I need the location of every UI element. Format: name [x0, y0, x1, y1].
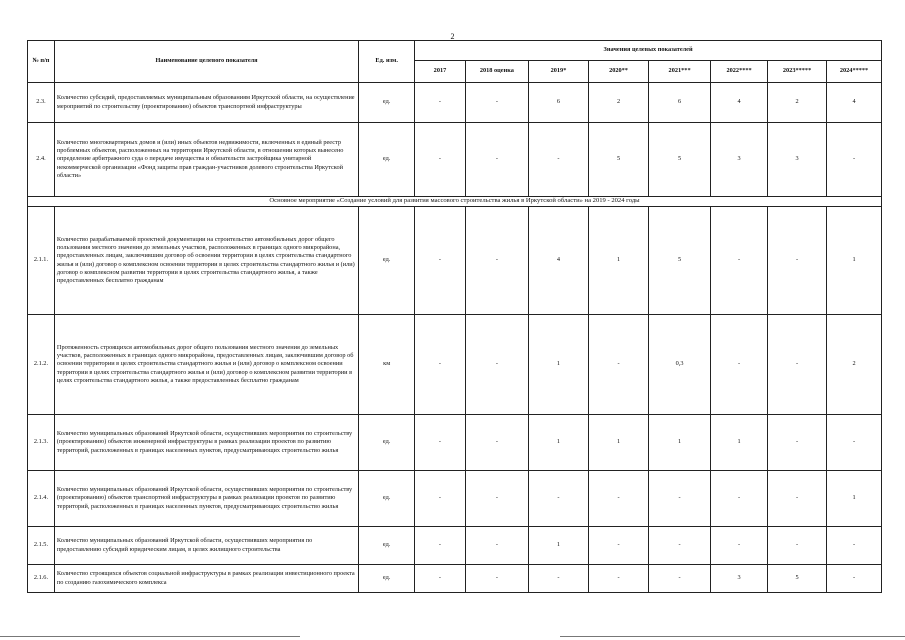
header-year: 2018 оценка: [465, 61, 528, 83]
row-number: 2.4.: [28, 123, 55, 197]
value-cell: 6: [528, 83, 588, 123]
row-number: 2.1.1.: [28, 207, 55, 315]
header-num: № п/п: [28, 41, 55, 83]
table-row: [28, 527, 882, 565]
value-cell: 1: [589, 207, 649, 315]
unit-cell: ед.: [359, 207, 415, 315]
value-cell: -: [768, 315, 827, 415]
header-year: 2019*: [528, 61, 588, 83]
value-cell: 1: [589, 415, 649, 471]
value-cell: -: [711, 527, 768, 565]
indicator-name: Количество многоквартирных домов и (или) иных объектов недвижимости, включенных в единый реестр проблемных объектов, расположенных на территории Иркутской области, в отношении которых вынесено определение арбитражного суда о передаче имущества и обязательств застройщика унитарной некоммерческой организации «Фонд защиты прав граждан-участников долевого строительства Иркутской области»: [54, 123, 358, 197]
value-cell: 5: [649, 123, 711, 197]
scan-artifact-bottom-left: [0, 636, 300, 637]
section-row: [28, 197, 882, 207]
unit-cell: ед.: [359, 471, 415, 527]
value-cell: -: [768, 207, 827, 315]
header-name: Наименование целевого показателя: [54, 41, 358, 83]
value-cell: 1: [827, 471, 882, 527]
unit-cell: ед.: [359, 123, 415, 197]
value-cell: -: [465, 415, 528, 471]
indicator-name: Количество муниципальных образований Иркутской области, осуществивших мероприятия по строительству (проектированию) объектов инженерной инфраструктуры в рамках реализации проектов по развитию территорий, расположенных в границах населенных пунктов, предусматривающих строительство жилья: [54, 415, 358, 471]
unit-cell: ед.: [359, 415, 415, 471]
row-number: 2.1.6.: [28, 565, 55, 593]
value-cell: 2: [768, 83, 827, 123]
header-year: 2023*****: [768, 61, 827, 83]
value-cell: -: [465, 565, 528, 593]
row-number: 2.1.5.: [28, 527, 55, 565]
value-cell: -: [711, 207, 768, 315]
value-cell: -: [415, 123, 466, 197]
value-cell: -: [465, 471, 528, 527]
value-cell: -: [415, 415, 466, 471]
value-cell: -: [465, 527, 528, 565]
table-row: [28, 123, 882, 197]
value-cell: 2: [589, 83, 649, 123]
indicator-name: Количество субсидий, предоставляемых муниципальным образованиям Иркутской области, на осуществление мероприятий по строительству (проектированию) объектов транспортной инфраструктуры: [54, 83, 358, 123]
header-year: 2022****: [711, 61, 768, 83]
section-title: Основное мероприятие «Создание условий для развития массового строительства жилья в Иркутской области» на 2019 - 2024 годы: [28, 197, 882, 207]
target-indicators-table: [27, 40, 882, 593]
header-year: 2017: [415, 61, 466, 83]
value-cell: 3: [768, 123, 827, 197]
value-cell: 4: [528, 207, 588, 315]
value-cell: -: [649, 471, 711, 527]
header-values-group: Значения целевых показателей: [415, 41, 882, 61]
scan-artifact-bottom-right: [560, 636, 905, 637]
table-row: [28, 415, 882, 471]
value-cell: 4: [711, 83, 768, 123]
table-row: [28, 471, 882, 527]
value-cell: -: [415, 315, 466, 415]
value-cell: -: [711, 315, 768, 415]
indicator-name: Протяженность строящихся автомобильных дорог общего пользования местного значения до земельных участков, расположенных в границах одного микрорайона, предоставленных лицам, заключившим договор об освоении территории в целях строительства стандартного жилья и (или) договор о комплексном освоении территории в целях строительства стандартного жилья и (или) договор о комплексном развитии территории в целях строительства стандартного жилья, а также предоставленных бесплатно гражданам: [54, 315, 358, 415]
indicator-name: Количество строящихся объектов социальной инфраструктуры в рамках реализации инвестиционного проекта по созданию газохимического комплекса: [54, 565, 358, 593]
value-cell: -: [415, 83, 466, 123]
value-cell: 1: [711, 415, 768, 471]
table-row: [28, 565, 882, 593]
value-cell: -: [711, 471, 768, 527]
row-number: 2.1.3.: [28, 415, 55, 471]
value-cell: 5: [589, 123, 649, 197]
row-number: 2.1.4.: [28, 471, 55, 527]
value-cell: -: [465, 123, 528, 197]
unit-cell: ед.: [359, 565, 415, 593]
value-cell: -: [827, 123, 882, 197]
value-cell: 1: [649, 415, 711, 471]
value-cell: 0,3: [649, 315, 711, 415]
unit-cell: ед.: [359, 83, 415, 123]
table-row: [28, 315, 882, 415]
value-cell: -: [415, 527, 466, 565]
value-cell: -: [649, 565, 711, 593]
row-number: 2.3.: [28, 83, 55, 123]
value-cell: -: [415, 207, 466, 315]
value-cell: -: [827, 415, 882, 471]
header-year: 2020**: [589, 61, 649, 83]
value-cell: 5: [768, 565, 827, 593]
table-row: [28, 207, 882, 315]
value-cell: 2: [827, 315, 882, 415]
value-cell: 3: [711, 565, 768, 593]
indicator-name: Количество муниципальных образований Иркутской области, осуществивших мероприятия по предоставлению субсидий юридическим лицам, в целях жилищного строительства: [54, 527, 358, 565]
value-cell: -: [528, 565, 588, 593]
unit-cell: км: [359, 315, 415, 415]
value-cell: -: [768, 471, 827, 527]
page-number: 2: [450, 32, 455, 41]
row-number: 2.1.2.: [28, 315, 55, 415]
indicator-name: Количество муниципальных образований Иркутской области, осуществивших мероприятия по строительству (проектированию) объектов транспортной инфраструктуры в рамках реализации проектов по развитию территорий, расположенных в границах населенных пунктов, предусматривающих строительство жилья: [54, 471, 358, 527]
value-cell: 3: [711, 123, 768, 197]
value-cell: -: [528, 471, 588, 527]
header-year: 2024*****: [827, 61, 882, 83]
value-cell: -: [827, 565, 882, 593]
value-cell: 5: [649, 207, 711, 315]
value-cell: 4: [827, 83, 882, 123]
value-cell: -: [589, 315, 649, 415]
value-cell: 1: [827, 207, 882, 315]
value-cell: -: [649, 527, 711, 565]
value-cell: -: [465, 315, 528, 415]
value-cell: -: [827, 527, 882, 565]
value-cell: 1: [528, 315, 588, 415]
value-cell: -: [768, 415, 827, 471]
value-cell: -: [415, 471, 466, 527]
value-cell: -: [589, 471, 649, 527]
unit-cell: ед.: [359, 527, 415, 565]
indicator-name: Количество разрабатываемой проектной документации на строительство автомобильных дорог общего пользования местного значения до земельных участков, расположенных в границах одного микрорайона, предоставленных лицам, заключившим договор об освоении территории в целях строительства стандартного жилья и (или) договор о комплексном освоении территории в целях строительства стандартного жилья и (или) договор о комплексном развитии территории в целях строительства стандартного жилья, а также предоставленных бесплатно гражданам: [54, 207, 358, 315]
value-cell: -: [768, 527, 827, 565]
value-cell: -: [465, 207, 528, 315]
value-cell: 1: [528, 527, 588, 565]
header-year: 2021***: [649, 61, 711, 83]
value-cell: -: [589, 565, 649, 593]
header-unit: Ед. изм.: [359, 41, 415, 83]
value-cell: -: [415, 565, 466, 593]
value-cell: -: [589, 527, 649, 565]
value-cell: 1: [528, 415, 588, 471]
value-cell: 6: [649, 83, 711, 123]
table-row: [28, 83, 882, 123]
value-cell: -: [528, 123, 588, 197]
value-cell: -: [465, 83, 528, 123]
